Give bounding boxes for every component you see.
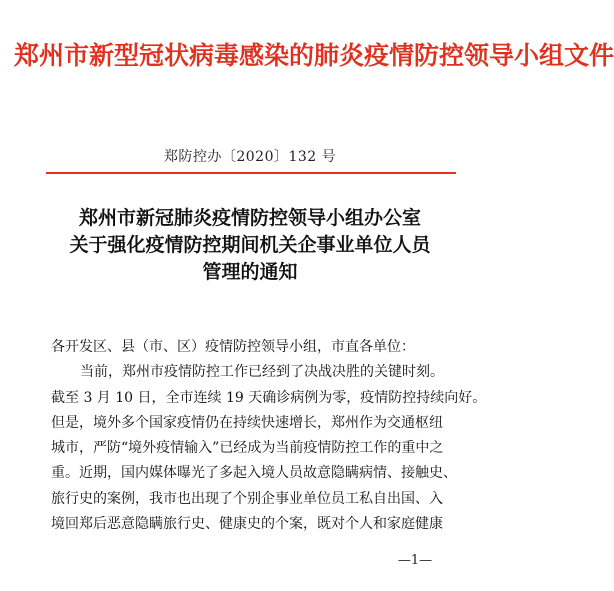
body-line-1: 当前，郑州市疫情防控工作已经到了决战决胜的关键时刻。: [80, 364, 444, 381]
notice-title: [30, 205, 470, 286]
body-line-3: 但是，境外多个国家疫情仍在持续快速增长，郑州作为交通枢纽: [51, 414, 443, 431]
body-line-4: 城市，严防“境外疫情输入”已经成为当前疫情防控工作的重中之: [51, 440, 444, 457]
notice-title-line-3: 管理的通知: [202, 261, 298, 283]
document-number: 郑防控办〔2020〕132 号: [163, 149, 337, 165]
page-number: —1—: [397, 553, 433, 568]
notice-body: [51, 335, 487, 537]
body-line-6: 旅行史的案例，我市也出现了个别企事业单位员工私自出国、入: [51, 490, 443, 507]
red-divider-line: [46, 172, 456, 174]
red-header-title: 郑州市新型冠状病毒感染的肺炎疫情防控领导小组文件: [14, 41, 614, 70]
salutation-line: 各开发区、县（市、区）疫情防控领导小组，市直各单位：: [51, 339, 415, 355]
body-line-7: 境回郑后恶意隐瞒旅行史、健康史的个案，既对个人和家庭健康: [51, 516, 443, 533]
body-line-2: 截至 3 月 10 日，全市连续 19 天确诊病例为零，疫情防控持续向好。: [51, 389, 487, 406]
body-line-5: 重。近期，国内媒体曝光了多起入境人员故意隐瞒病情、接触史、: [51, 465, 457, 482]
notice-title-line-2: 关于强化疫情防控期间机关企事业单位人员: [69, 234, 431, 256]
notice-title-line-1: 郑州市新冠肺炎疫情防控领导小组办公室: [78, 207, 421, 229]
